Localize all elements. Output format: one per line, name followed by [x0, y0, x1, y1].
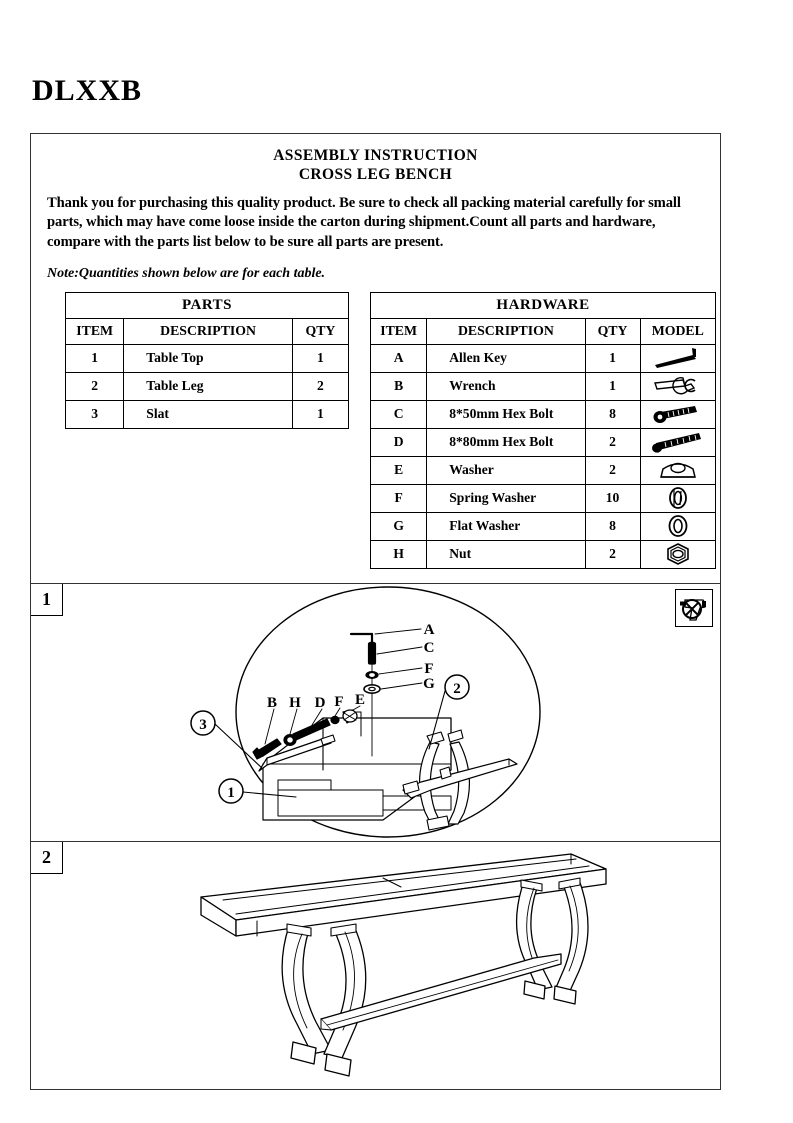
hardware-row-qty: 2: [585, 428, 640, 456]
hardware-row-item: H: [371, 540, 427, 568]
hardware-row-description: 8*50mm Hex Bolt: [427, 400, 585, 428]
hardware-table-title-row: [371, 292, 716, 318]
flat-washer-icon: [640, 512, 716, 540]
hardware-header-item: ITEM: [371, 318, 427, 344]
step-1-figure: [31, 584, 720, 841]
parts-row-qty: 2: [292, 372, 348, 400]
spring-washer-icon: [640, 484, 716, 512]
step-2-panel: [31, 841, 720, 1089]
table-row: [371, 484, 716, 512]
hardware-header-model: MODEL: [640, 318, 716, 344]
hardware-row-description: Allen Key: [427, 344, 585, 372]
hardware-row-item: B: [371, 372, 427, 400]
table-row: [371, 540, 716, 568]
table-row: [371, 456, 716, 484]
step-2-number: 2: [31, 842, 63, 874]
parts-row-qty: 1: [292, 400, 348, 428]
hex-nut-icon: [640, 540, 716, 568]
hardware-row-item: E: [371, 456, 427, 484]
parts-row-item: 3: [66, 400, 124, 428]
callout-number-1: 1: [227, 785, 235, 801]
parts-row-description: Table Leg: [124, 372, 293, 400]
hardware-row-item: C: [371, 400, 427, 428]
hardware-row-item: A: [371, 344, 427, 372]
parts-row-item: 1: [66, 344, 124, 372]
table-row: [66, 344, 349, 372]
hardware-row-item: F: [371, 484, 427, 512]
hardware-row-qty: 1: [585, 344, 640, 372]
parts-row-qty: 1: [292, 344, 348, 372]
hardware-row-description: Spring Washer: [427, 484, 585, 512]
callout-letter-F2: F: [424, 661, 434, 677]
hardware-row-item: G: [371, 512, 427, 540]
table-row: [371, 400, 716, 428]
hardware-table-title: HARDWARE: [371, 292, 716, 318]
dome-washer-icon: [640, 456, 716, 484]
callout-letter-F: F: [334, 694, 344, 710]
hardware-row-qty: 8: [585, 512, 640, 540]
hardware-table-header-row: [371, 318, 716, 344]
parts-header-item: ITEM: [66, 318, 124, 344]
hardware-row-qty: 10: [585, 484, 640, 512]
callout-letter-B: B: [266, 695, 278, 711]
callout-letter-A: A: [423, 622, 435, 638]
tables-row: [47, 292, 704, 582]
allen-key-icon: [640, 344, 716, 372]
document-subtitle: CROSS LEG BENCH: [298, 166, 453, 184]
hardware-row-description: Wrench: [427, 372, 585, 400]
step-2-figure: [31, 842, 720, 1089]
table-row: [371, 344, 716, 372]
table-row: [371, 428, 716, 456]
table-row: [66, 372, 349, 400]
hardware-row-qty: 2: [585, 456, 640, 484]
hex-bolt-long-icon: [640, 428, 716, 456]
hardware-row-description: 8*80mm Hex Bolt: [427, 428, 585, 456]
hardware-row-qty: 2: [585, 540, 640, 568]
parts-row-item: 2: [66, 372, 124, 400]
quantity-note: Note:Quantities shown below are for each table.: [47, 265, 326, 281]
callout-number-2: 2: [453, 681, 461, 697]
table-row: [66, 400, 349, 428]
hardware-row-qty: 8: [585, 400, 640, 428]
parts-row-description: Table Top: [124, 344, 293, 372]
hardware-row-description: Washer: [427, 456, 585, 484]
intro-paragraph: Thank you for purchasing this quality product. Be sure to check all packing material carefully for small parts, which may have come loose inside the carton during shipment.Count all parts and hardware, compare with the parts list below to be sure all parts are present.: [47, 194, 681, 250]
parts-header-description: DESCRIPTION: [124, 318, 293, 344]
callout-letter-E: E: [354, 692, 366, 708]
hardware-row-item: D: [371, 428, 427, 456]
parts-row-description: Slat: [124, 400, 293, 428]
wrench-icon: [640, 372, 716, 400]
parts-header-qty: QTY: [292, 318, 348, 344]
instruction-sheet: [30, 133, 721, 1090]
table-row: [371, 372, 716, 400]
callout-letter-C: C: [423, 640, 435, 656]
document-title: ASSEMBLY INSTRUCTION: [273, 147, 478, 164]
hardware-table: [370, 292, 716, 569]
table-row: [371, 512, 716, 540]
parts-table: [65, 292, 349, 429]
parts-table-title-row: [66, 292, 349, 318]
hardware-row-description: Nut: [427, 540, 585, 568]
parts-table-header-row: [66, 318, 349, 344]
model-code-title: DLXXB: [32, 74, 143, 107]
hardware-row-description: Flat Washer: [427, 512, 585, 540]
step-1-panel: [31, 583, 720, 841]
callout-letter-H: H: [289, 695, 301, 711]
header-block: [31, 134, 720, 582]
hex-bolt-short-icon: [640, 400, 716, 428]
parts-table-title: PARTS: [66, 292, 349, 318]
hardware-row-qty: 1: [585, 372, 640, 400]
hardware-header-qty: QTY: [585, 318, 640, 344]
callout-letter-D: D: [314, 695, 326, 711]
step-1-number: 1: [31, 584, 63, 616]
hardware-header-description: DESCRIPTION: [427, 318, 585, 344]
callout-letter-G: G: [423, 676, 435, 692]
callout-number-3: 3: [199, 717, 207, 733]
